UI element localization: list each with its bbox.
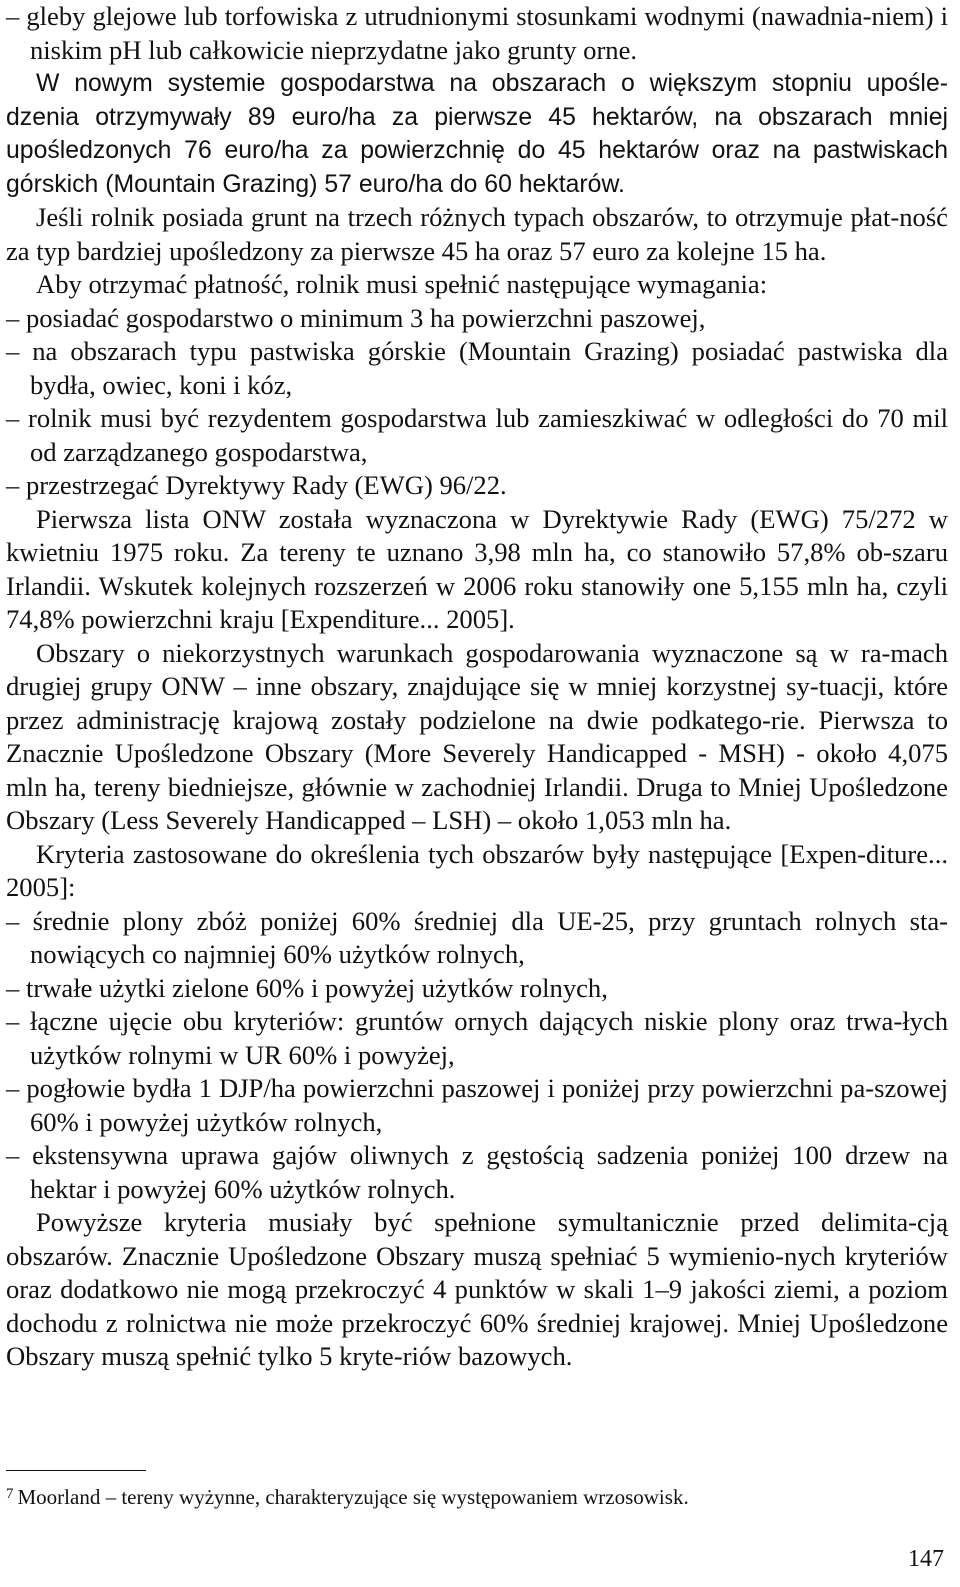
paragraph-payment-rates: W nowym systemie gospodarstwa na obszarach o większym stopniu upośle-dzenia otrzymywały 89 euro/ha za pierwsze 45 hektarów, na obszarach mniej upośledzonych 76 euro/ha za powierzchnię do 45 hektarów oraz na pastwiskach górskich (Mountain Grazing) 57 euro/ha do 60 hektarów.	[6, 70, 948, 198]
paragraph-first-list: Pierwsza lista ONW została wyznaczona w Dyrektywie Rady (EWG) 75/272 w kwietniu 1975 roku. Za tereny te uznano 3,98 mln ha, co stanowiło 57,8% ob-szaru Irlandii. Wskutek kolejnych rozszerzeń w 2006 roku stanowiły one 5,155 mln ha, czyli 74,8% powierzchni kraju [Expenditure... 2005].	[6, 503, 948, 634]
list-item-combined-criteria: – łączne ujęcie obu kryteriów: gruntów ornych dających niskie plony oraz trwa-łych użytków rolnymi w UR 60% i powyżej,	[6, 1006, 948, 1070]
list-item-grassland: – trwałe użytki zielone 60% i powyżej użytków rolnych,	[6, 972, 608, 1003]
footnote-text: Moorland – tereny wyżynne, charakteryzujące się występowaniem wrzosowisk.	[17, 1485, 689, 1509]
paragraph-requirements-intro: Aby otrzymać płatność, rolnik musi spełnić następujące wymagania:	[36, 269, 768, 299]
paragraph-subcategories: Obszary o niekorzystnych warunkach gospodarowania wyznaczone są w ra-mach drugiej grupy ONW – inne obszary, znajdujące się w mniej korzystnej sy-tuacji, które przez administrację krajową zostały podzielone na dwie podkatego-rie. Pierwsza to Znacznie Upośledzone Obszary (More Severely Handicapped - MSH) - około 4,075 mln ha, tereny biedniejsze, głównie w zachodniej Irlandii. Druga to Mniej Upośledzone Obszary (Less Severely Handicapped – LSH) – około 1,053 mln ha.	[6, 637, 948, 835]
list-item-residency: – rolnik musi być rezydentem gospodarstwa lub zamieszkiwać w odległości do 70 mil od zarządzanego gospodarstwa,	[6, 403, 948, 467]
footnote-rule	[6, 1470, 146, 1471]
list-item-cattle-density: – pogłowie bydła 1 DJP/ha powierzchni paszowej i poniżej przy powierzchni pa-szowej 60% i powyżej użytków rolnych,	[6, 1073, 948, 1137]
paragraph-three-areas: Jeśli rolnik posiada grunt na trzech różnych typach obszarów, to otrzymuje płat-ność za typ bardziej upośledzony za pierwsze 45 ha oraz 57 euro za kolejne 15 ha.	[6, 202, 948, 266]
paragraph-criteria-intro: Kryteria zastosowane do określenia tych obszarów były następujące [Expen-diture... 2005]:	[6, 838, 948, 902]
list-item-soil: – gleby glejowe lub torfowiska z utrudnionymi stosunkami wodnymi (nawadnia-niem) i niskim pH lub całkowicie nieprzydatne jako grunty orne.	[6, 1, 948, 65]
list-item-olive-groves: – ekstensywna uprawa gajów oliwnych z gęstością sadzenia poniżej 100 drzew na hektar i powyżej 60% użytków rolnych.	[6, 1140, 948, 1204]
paragraph-delimitation: Powyższe kryteria musiały być spełnione symultanicznie przed delimita-cją obszarów. Znacznie Upośledzone Obszary muszą spełniać 5 wymienio-nych kryteriów oraz dodatkowo nie mogą przekroczyć 4 punktów w skali 1–9 jakości ziemi, a poziom dochodu z rolnictwa nie może przekroczyć 60% średniej krajowej. Mniej Upośledzone Obszary muszą spełnić tylko 5 kryte-riów bazowych.	[6, 1207, 948, 1371]
page-body	[6, 0, 948, 1374]
list-item-cereal-yields: – średnie plony zbóż poniżej 60% średniej dla UE-25, przy gruntach rolnych sta-nowiących co najmniej 60% użytków rolnych,	[6, 905, 948, 969]
list-item-directive: – przestrzegać Dyrektywy Rady (EWG) 96/22.	[6, 470, 507, 500]
footnote-marker: 7	[6, 1486, 14, 1502]
footnote	[6, 1481, 948, 1510]
list-item-mountain-grazing: – na obszarach typu pastwiska górskie (Mountain Grazing) posiadać pastwiska dla bydła, owiec, koni i kóz,	[6, 336, 948, 400]
list-item-minimum-area: – posiadać gospodarstwo o minimum 3 ha powierzchni paszowej,	[6, 302, 706, 333]
page-number: 147	[908, 1546, 944, 1572]
